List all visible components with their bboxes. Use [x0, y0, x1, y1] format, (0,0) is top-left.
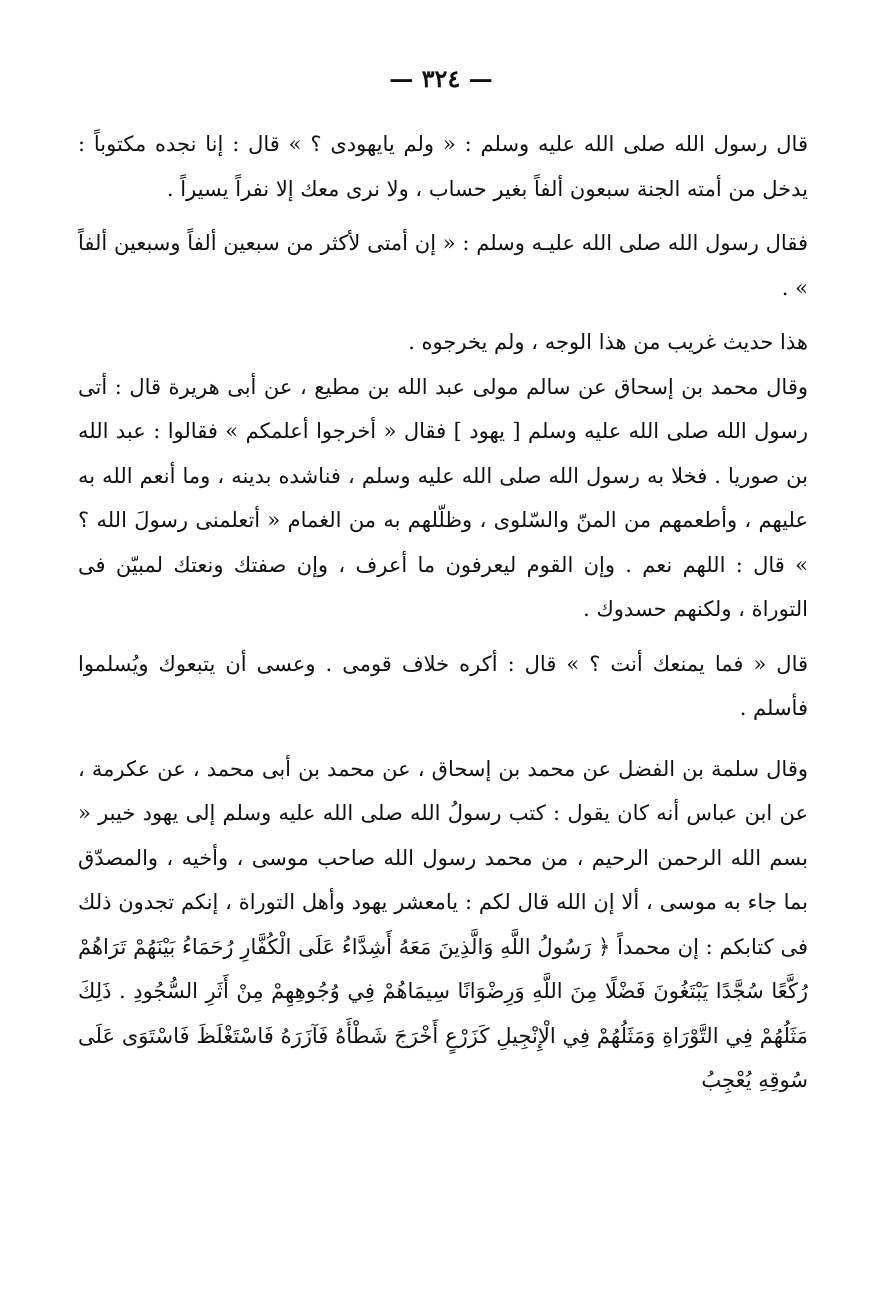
paragraph-2: فقال رسول الله صلى الله عليـه وسلم : « إن أمتى لأكثر من سبعين ألفاً وسبعين ألفاً » .	[78, 231, 808, 300]
paragraph-3: هذا حديث غريب من هذا الوجه ، ولم يخرجوه .	[408, 330, 808, 354]
paragraph-6: وقال سلمة بن الفضل عن محمد بن إسحاق ، عن محمد بن أبى محمد ، عن عكرمة ، عن ابن عباس أنه كان يقول : كتب رسولُ الله صلى الله عليه وسلم إلى يهود خيبر « بسم الله الرحمن الرحيم ، من محمد رسول الله صاحب موسى ، وأخيه ، والمصدّق بما جاء به موسى ، ألا إن الله قال لكم : يامعشر يهود وأهل التوراة ، إنكم تجدون ذلك فى كتابكم : إن محمداً ﴿ رَسُولُ اللَّهِ وَالَّذِينَ مَعَهُ أَشِدَّاءُ عَلَى الْكُفَّارِ رُحَمَاءُ بَيْنَهُمْ تَرَاهُمْ رُكَّعًا سُجَّدًا يَبْتَغُونَ فَضْلًا مِنَ اللَّهِ وَرِضْوَانًا سِيمَاهُمْ فِي وُجُوهِهِمْ مِنْ أَثَرِ السُّجُودِ . ذَلِكَ مَثَلُهُمْ فِي التَّوْرَاةِ وَمَثَلُهُمْ فِي الْإِنْجِيلِ كَزَرْعٍ أَخْرَجَ شَطْأَهُ فَآزَرَهُ فَاسْتَغْلَظَ فَاسْتَوَى عَلَى سُوقِهِ يُعْجِبُ	[78, 756, 809, 1092]
page-body	[78, 122, 808, 1103]
paragraph-5: قال « فما يمنعك أنت ؟ » قال : أكره خلاف قومى . وعسى أن يتبعوك ويُسلموا فأسلم .	[78, 651, 808, 720]
paragraph-1: قال رسول الله صلى الله عليه وسلم : « ولم يايهودى ؟ » قال : إنا نجده مكتوباً : يدخل من أمته الجنة سبعون ألفاً بغير حساب ، ولا نرى معك إلا نفراً يسيراً .	[78, 132, 808, 201]
page-number: — ٣٢٤ —	[389, 64, 493, 93]
paragraph-4: وقال محمد بن إسحاق عن سالم مولى عبد الله بن مطيع ، عن أبى هريرة قال : أتى رسول الله صلى الله عليه وسلم [ يهود ] فقال « أخرجوا أعلمكم » فقالوا : عبد الله بن صوريا . فخلا به رسول الله صلى الله عليه وسلم ، فناشده بدينه ، وما أنعم الله به عليهم ، وأطعمهم من المنّ والسّلوى ، وظلّلهم به من الغمام « أتعلمنى رسولَ الله ؟ » قال : اللهم نعم . وإن القوم ليعرفون ما أعرف ، وإن صفتك ونعتك لمبيّن فى التوراة ، ولكنهم حسدوك .	[78, 374, 808, 621]
